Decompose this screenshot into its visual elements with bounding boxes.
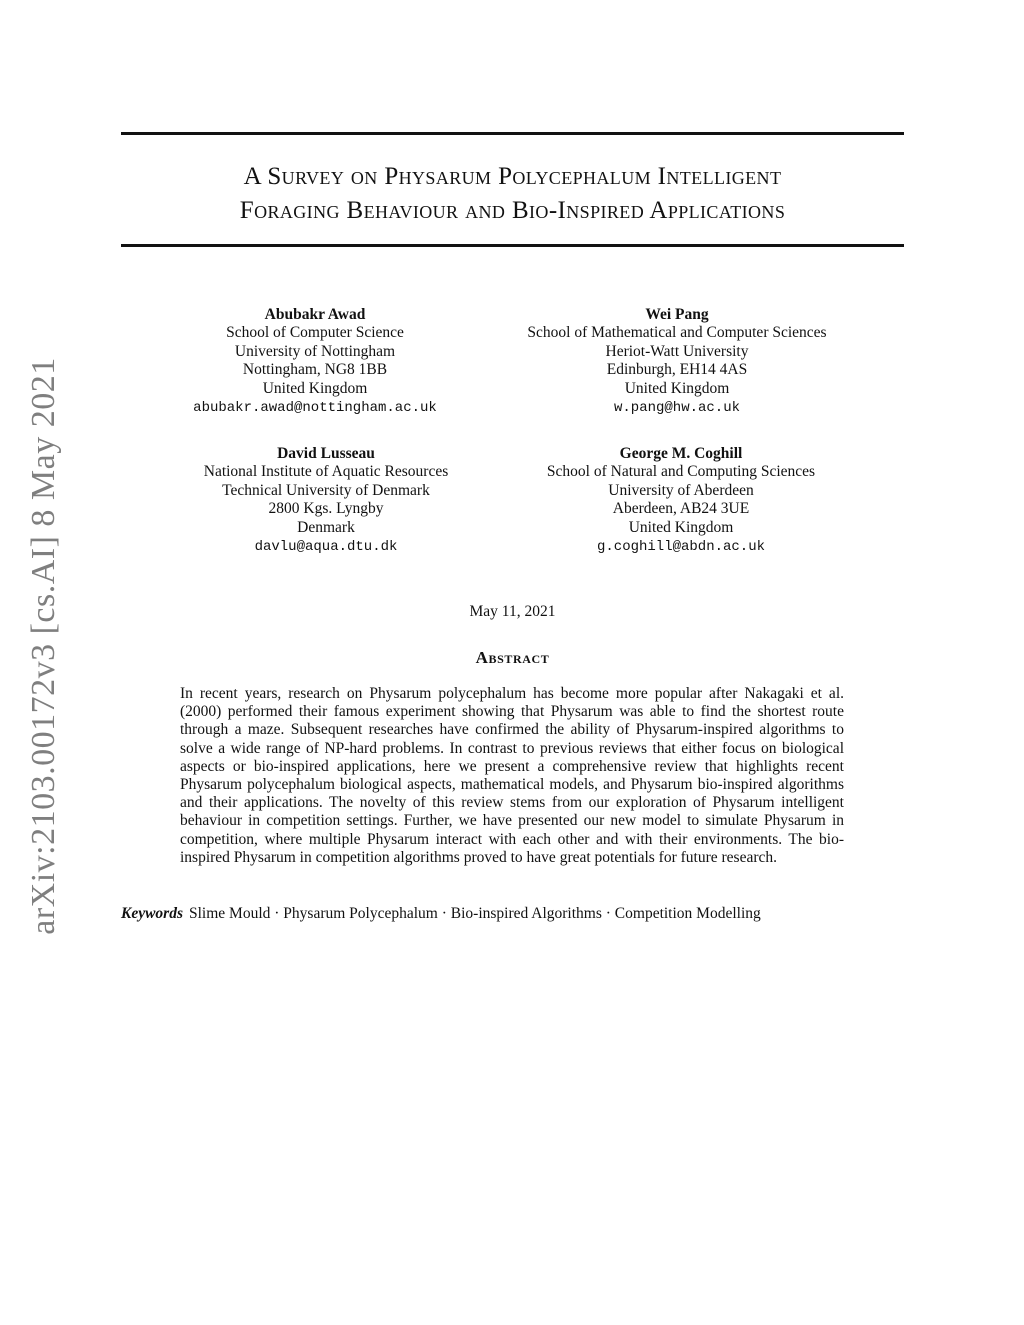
author-affiliation-line: Heriot-Watt University [605,342,749,360]
keywords-text: Slime Mould · Physarum Polycephalum · Bio-inspired Algorithms · Competition Modelling [189,905,761,922]
author-affiliation-line: Aberdeen, AB24 3UE [612,500,750,518]
author-email[interactable]: g.coghill@abdn.ac.uk [596,539,766,556]
author-affiliation-line: School of Natural and Computing Sciences [546,463,816,481]
paper-title [121,160,904,228]
author-affiliation-line: United Kingdom [628,518,734,536]
author-affiliation-line: National Institute of Aquatic Resources [203,463,449,481]
author-card [497,306,857,417]
author-affiliation-line: Edinburgh, EH14 4AS [606,361,748,379]
author-affiliation-line: School of Mathematical and Computer Sciences [527,324,827,342]
author-affiliation-line: 2800 Kgs. Lyngby [268,500,384,518]
keywords-label: Keywords [121,905,183,922]
title-line-1: A Survey on Physarum Polycephalum Intelligent [243,163,782,190]
abstract-text: In recent years, research on Physarum polycephalum has become more popular after Nakagaki et al. (2000) performed their famous experiment showing that Physarum was able to find the shortest route through a maze. Subsequent researches have confirmed the ability of Physarum-inspired algorithms to solve a wide range of NP-hard problems. In contrast to previous reviews that either focus on biological aspects or bio-inspired applications, here we present a comprehensive review that highlights recent Physarum polycephalum biological aspects, mathematical models, and Physarum bio-inspired algorithms and their applications. The novelty of this review stems from our exploration of Physarum intelligent behaviour in competition settings. Further, we have presented our new model to simulate Physarum in competition, where multiple Physarum interact with each other and with their environments. The bio-inspired Physarum in competition algorithms proved to have great potentials for future research. [180,685,844,866]
author-affiliation-line: University of Nottingham [234,342,396,360]
author-name: David Lusseau [277,445,375,462]
author-name: Wei Pang [645,306,709,323]
abstract-heading: Abstract [475,648,550,667]
author-name: Abubakr Awad [264,306,366,323]
author-affiliation-line: United Kingdom [624,379,730,397]
publication-date: May 11, 2021 [469,603,556,620]
author-card [501,445,861,556]
author-affiliation-line: School of Computer Science [226,324,404,342]
author-affiliation-line: University of Aberdeen [608,481,754,499]
title-line-2: Foraging Behaviour and Bio-Inspired Applications [239,197,786,224]
author-affiliation-line: Nottingham, NG8 1BB [242,361,388,379]
author-email[interactable]: abubakr.awad@nottingham.ac.uk [193,400,437,417]
arxiv-stamp-text: arXiv:2103.00172v3 [cs.AI] 8 May 2021 [25,357,62,935]
title-rule-bottom [121,244,904,247]
author-affiliation-line: United Kingdom [262,379,368,397]
author-name: George M. Coghill [619,445,743,462]
author-card [146,445,506,556]
author-email[interactable]: davlu@aqua.dtu.dk [254,539,398,556]
author-affiliation-line: Denmark [297,518,355,536]
author-card [135,306,495,417]
author-affiliation-line: Technical University of Denmark [222,481,430,499]
title-rule-top [121,132,904,135]
keywords-line [121,905,904,923]
author-email[interactable]: w.pang@hw.ac.uk [613,400,741,417]
